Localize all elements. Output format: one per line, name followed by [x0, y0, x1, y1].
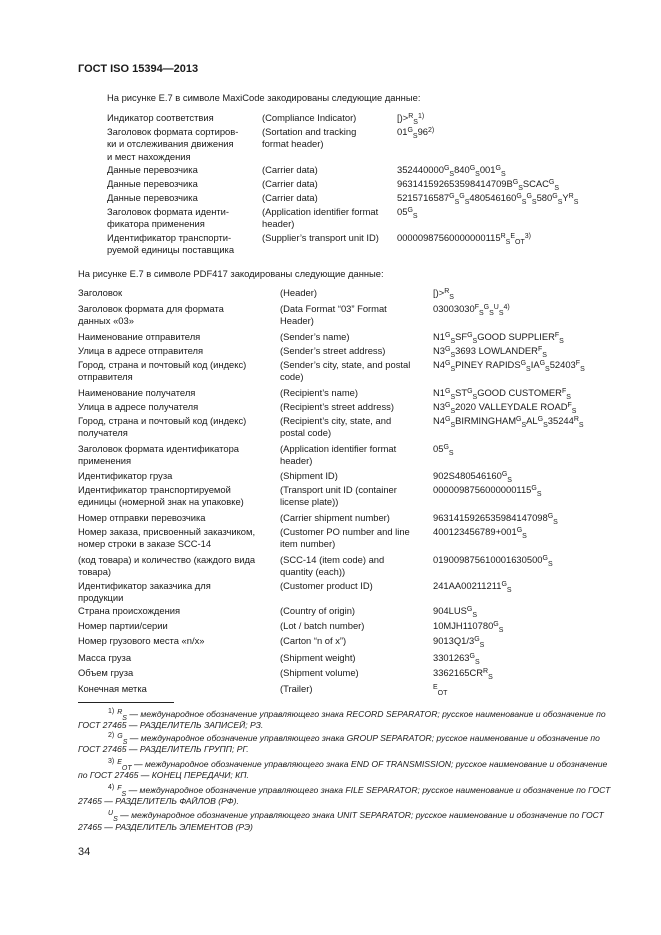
maxicode-label-ru: Индикатор соответствия: [107, 112, 214, 123]
pdf417-value: $3362165CR^R_S$: [433, 667, 493, 681]
pdf417-value: $0000098756000000115^G_S$: [433, 484, 542, 498]
pdf417-value: $241AA00211211^G_S$: [433, 580, 512, 594]
maxicode-label-ru: Данные перевозчика: [107, 164, 198, 175]
pdf417-label-ru: Город, страна и почтовый код (индекс) отправителя: [78, 359, 247, 383]
pdf417-value: $10MJH110780^G_S$: [433, 620, 504, 634]
pdf417-label-en: (SCC-14 (item code) and quantity (each)): [280, 554, 385, 578]
page-number: 34: [78, 846, 91, 858]
pdf417-label-en: (Sender’s city, state, and postal code): [280, 359, 411, 383]
maxicode-label-ru: Заголовок формата сортиров- ки и отслеживания движения и мест нахождения: [107, 126, 239, 162]
maxicode-value: $352440000^G_S840^G_S001^G_S$: [397, 164, 506, 178]
maxicode-label-ru: Идентификатор транспорти- руемой единицы поставщика: [107, 232, 235, 256]
pdf417-label-en: (Shipment weight): [280, 652, 356, 663]
maxicode-label-en: (Compliance Indicator): [262, 112, 357, 123]
pdf417-label-ru: Город, страна и почтовый код (индекс) получателя: [78, 415, 247, 439]
pdf417-label-en: (Carrier shipment number): [280, 512, 390, 523]
maxicode-label-en: (Carrier data): [262, 164, 318, 175]
pdf417-label-ru: Масса груза: [78, 652, 132, 663]
pdf417-label-en: (Sender’s street address): [280, 345, 386, 356]
pdf417-label-en: (Application identifier format header): [280, 443, 397, 467]
pdf417-value: $N1^G_SST^G_SGOOD$ $CUSTOMER^F_S$: [433, 387, 571, 401]
page-header: ГОСТ ISO 15394—2013: [78, 63, 199, 75]
pdf417-value: $400123456789+001^G_S$: [433, 526, 527, 540]
maxicode-label-ru: Данные перевозчика: [107, 192, 198, 203]
pdf417-label-ru: Улица в адресе отправителя: [78, 345, 204, 356]
maxicode-value: $01^G_S96^{2)}$: [397, 126, 435, 140]
pdf417-label-en: (Data Format “03” Format Header): [280, 303, 387, 327]
maxicode-label-ru: Заголовок формата иденти- фикатора применения: [107, 206, 230, 230]
pdf417-label-en: (Recipient’s street address): [280, 401, 394, 412]
pdf417-label-ru: Страна происхождения: [78, 605, 181, 616]
pdf417-label-ru: Заголовок формата для формата данных «03»: [78, 303, 224, 327]
footnote: $^{4)}$ $^F_S$ — международное обозначение управляющего знака FILE SEPARATOR; русское наименование и обозначение по ГОСТ 27465 — РАЗДЕЛИТЕЛЬ ФАЙЛОВ (РФ).: [78, 784, 611, 807]
pdf417-label-ru: Номер партии/серии: [78, 620, 168, 631]
pdf417-label-en: (Customer PO number and line item number): [280, 526, 410, 550]
pdf417-value: $N1^G_SSF^G_SGOOD$ $SUPPLIER^F_S$: [433, 331, 564, 345]
pdf417-label-en: (Shipment volume): [280, 667, 359, 678]
pdf417-label-en: (Carton “n of x”): [280, 635, 347, 646]
pdf417-value: $902S480546160^G_S$: [433, 470, 512, 484]
pdf417-intro: На рисунке Е.7 в символе PDF417 закодированы следующие данные:: [78, 268, 384, 279]
pdf417-label-ru: Наименование получателя: [78, 387, 196, 398]
maxicode-value: $5215716587^G_S^G_S480546160^G_S^G_S580^G_SY^R_S$: [397, 192, 579, 206]
pdf417-value: [)>$^R_S$: [433, 287, 454, 301]
pdf417-value: $N4^G_SBIRMINGHAM^G_SAL^G_S35244^R_S$: [433, 415, 584, 429]
maxicode-label-en: (Carrier data): [262, 192, 318, 203]
maxicode-value: $963141592653598414709B^G_SSCAC^G_S$: [397, 178, 560, 192]
pdf417-value: $904LUS^G_S$: [433, 605, 478, 619]
maxicode-value: $05^G_S$: [397, 206, 418, 220]
footnote: $^U_S$ — международное обозначение управляющего знака UNIT SEPARATOR; русское наименование и обозначение по ГОСТ 27465 — РАЗДЕЛИТЕЛЬ ЭЛЕМЕНТОВ (РЭ): [78, 810, 604, 832]
pdf417-value: $019009875610001630500^G_S$: [433, 554, 553, 568]
pdf417-label-en: (Trailer): [280, 683, 313, 694]
pdf417-label-en: (Recipient’s city, state, and postal code): [280, 415, 392, 439]
pdf417-value: $3301263^G_S$: [433, 652, 480, 666]
pdf417-label-en: (Customer product ID): [280, 580, 373, 591]
pdf417-label-en: (Recipient’s name): [280, 387, 358, 398]
pdf417-label-ru: Номер грузового места «n/x»: [78, 635, 205, 646]
pdf417-label-ru: Идентификатор груза: [78, 470, 173, 481]
pdf417-label-ru: Улица в адресе получателя: [78, 401, 199, 412]
maxicode-intro: На рисунке Е.7 в символе MaxiCode закодированы следующие данные:: [107, 92, 421, 103]
pdf417-value: $N4^G_SPINEY$ $RAPIDS^G_SIA^G_S52403^F_S$: [433, 359, 585, 373]
pdf417-value: $N3^G_S3693$ $LOWLANDER^F_S$: [433, 345, 547, 359]
pdf417-label-en: (Header): [280, 287, 317, 298]
pdf417-label-en: (Country of origin): [280, 605, 356, 616]
footnote: $^{1)}$ $^R_S$ — международное обозначение управляющего знака RECORD SEPARATOR; русское наименование и обозначение по ГОСТ 27465 — РАЗДЕЛИТЕЛЬ ЗАПИСЕЙ; РЗ.: [78, 708, 606, 731]
pdf417-label-en: (Lot / batch number): [280, 620, 365, 631]
pdf417-label-ru: Номер заказа, присвоенный заказчиком, номер строки в заказе SCC-14: [78, 526, 256, 550]
pdf417-value: $N3^G_S2020$ VALLEYDALE $ROAD^F_S$: [433, 401, 577, 415]
maxicode-label-en: (Carrier data): [262, 178, 318, 189]
pdf417-label-en: (Transport unit ID (container license plate)): [280, 484, 397, 508]
pdf417-label-ru: Номер отправки перевозчика: [78, 512, 206, 523]
footnote: $^{3)}$ $^E_{OT}$ — международное обозначение управляющего знака END OF TRANSMISSION; русское наименование и обозначение по ГОСТ 27465 — КОНЕЦ ПЕРЕДАЧИ; КП.: [78, 758, 608, 781]
pdf417-label-ru: (код товара) и количество (каждого вида товара): [78, 554, 256, 578]
pdf417-label-ru: Идентификатор заказчика для продукции: [78, 580, 211, 604]
pdf417-label-en: (Shipment ID): [280, 470, 338, 481]
pdf417-value: $^E_{OT}$: [433, 684, 448, 697]
pdf417-label-ru: Заголовок: [78, 287, 123, 298]
maxicode-label-ru: Данные перевозчика: [107, 178, 198, 189]
pdf417-value: $03003030^F_S^G_S^U_S^{4)}$: [433, 303, 510, 317]
maxicode-label-en: (Sortation and tracking format header): [262, 126, 357, 150]
pdf417-label-ru: Объем груза: [78, 667, 134, 678]
maxicode-value: $00000987560000000115^R_S^E_{OT}^{3)}$: [397, 232, 531, 246]
footnote-divider: [78, 702, 174, 703]
pdf417-value: $9631415926535984147098^G_S$: [433, 512, 558, 526]
pdf417-label-ru: Идентификатор транспортируемой единицы (номерной знак на упаковке): [78, 484, 244, 508]
maxicode-label-en: (Application identifier format header): [262, 206, 379, 230]
maxicode-value: [)>$^R_S^{1)}$: [397, 112, 425, 126]
maxicode-label-en: (Supplier’s transport unit ID): [262, 232, 379, 243]
pdf417-label-ru: Заголовок формата идентификатора применения: [78, 443, 240, 467]
pdf417-label-en: (Sender’s name): [280, 331, 350, 342]
pdf417-label-ru: Наименование отправителя: [78, 331, 201, 342]
pdf417-label-ru: Конечная метка: [78, 683, 147, 694]
footnote: $^{2)}$ $^G_S$ — международное обозначение управляющего знака GROUP SEPARATOR; русское наименование и обозначение по ГОСТ 27465 — РАЗДЕЛИТЕЛЬ ГРУПП; РГ.: [78, 732, 600, 755]
pdf417-value: $05^G_S$: [433, 443, 454, 457]
pdf417-value: $9013Q1/3^G_S$: [433, 635, 485, 649]
